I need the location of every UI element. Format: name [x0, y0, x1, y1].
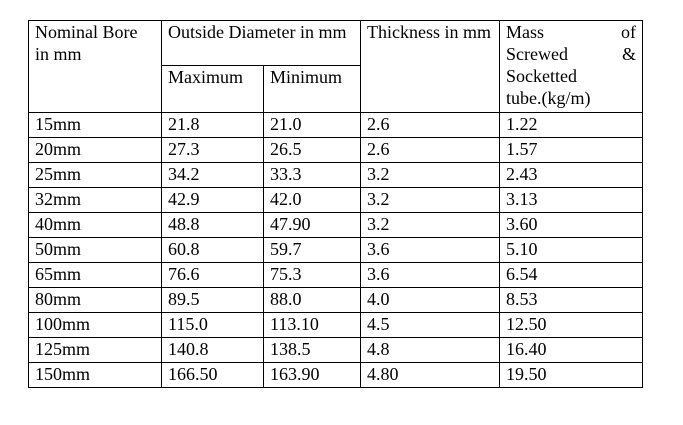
header-mass-line-4: tube.(kg/m) [506, 88, 591, 108]
cell-thickness: 4.80 [361, 363, 500, 388]
cell-max: 21.8 [162, 113, 264, 138]
cell-min: 26.5 [264, 138, 361, 163]
cell-bore: 20mm [29, 138, 162, 163]
cell-mass: 8.53 [500, 288, 643, 313]
header-minimum: Minimum [264, 66, 361, 113]
cell-max: 34.2 [162, 163, 264, 188]
table-row [29, 188, 643, 213]
cell-min: 75.3 [264, 263, 361, 288]
cell-thickness: 3.2 [361, 188, 500, 213]
header-mass-line-3: Socketted [506, 66, 577, 86]
cell-mass: 2.43 [500, 163, 643, 188]
cell-thickness: 4.5 [361, 313, 500, 338]
cell-max: 27.3 [162, 138, 264, 163]
cell-thickness: 4.8 [361, 338, 500, 363]
cell-min: 113.10 [264, 313, 361, 338]
cell-max: 42.9 [162, 188, 264, 213]
cell-mass: 3.13 [500, 188, 643, 213]
cell-bore: 150mm [29, 363, 162, 388]
table-row [29, 363, 643, 388]
cell-min: 59.7 [264, 238, 361, 263]
header-mass [500, 21, 643, 113]
cell-max: 166.50 [162, 363, 264, 388]
cell-max: 48.8 [162, 213, 264, 238]
cell-bore: 40mm [29, 213, 162, 238]
cell-max: 140.8 [162, 338, 264, 363]
cell-thickness: 3.2 [361, 213, 500, 238]
cell-mass: 12.50 [500, 313, 643, 338]
table-row [29, 313, 643, 338]
header-mass-line-2: Screwed & [506, 44, 636, 64]
table-row [29, 138, 643, 163]
cell-thickness: 3.6 [361, 263, 500, 288]
cell-thickness: 2.6 [361, 138, 500, 163]
cell-thickness: 3.2 [361, 163, 500, 188]
pipe-dimensions-table [28, 20, 643, 388]
cell-thickness: 4.0 [361, 288, 500, 313]
header-outside-diameter: Outside Diameter in mm [162, 21, 361, 66]
cell-min: 47.90 [264, 213, 361, 238]
cell-bore: 32mm [29, 188, 162, 213]
cell-mass: 1.57 [500, 138, 643, 163]
cell-max: 89.5 [162, 288, 264, 313]
cell-max: 76.6 [162, 263, 264, 288]
cell-mass: 5.10 [500, 238, 643, 263]
cell-thickness: 2.6 [361, 113, 500, 138]
header-maximum: Maximum [162, 66, 264, 113]
cell-thickness: 3.6 [361, 238, 500, 263]
cell-max: 115.0 [162, 313, 264, 338]
cell-bore: 100mm [29, 313, 162, 338]
table-row [29, 238, 643, 263]
header-thickness: Thickness in mm [361, 21, 500, 113]
cell-max: 60.8 [162, 238, 264, 263]
cell-bore: 15mm [29, 113, 162, 138]
cell-min: 21.0 [264, 113, 361, 138]
header-mass-line-1: Mass of [506, 22, 636, 42]
table-row [29, 338, 643, 363]
cell-mass: 3.60 [500, 213, 643, 238]
table-body [29, 113, 643, 388]
table-row [29, 163, 643, 188]
cell-min: 88.0 [264, 288, 361, 313]
cell-mass: 19.50 [500, 363, 643, 388]
table-header [29, 21, 643, 113]
header-nominal-bore: Nominal Bore in mm [29, 21, 162, 113]
header-row-1 [29, 21, 643, 66]
table-row [29, 288, 643, 313]
cell-bore: 65mm [29, 263, 162, 288]
cell-bore: 125mm [29, 338, 162, 363]
table-row [29, 113, 643, 138]
cell-min: 163.90 [264, 363, 361, 388]
cell-mass: 6.54 [500, 263, 643, 288]
cell-bore: 50mm [29, 238, 162, 263]
cell-min: 138.5 [264, 338, 361, 363]
cell-mass: 16.40 [500, 338, 643, 363]
cell-bore: 25mm [29, 163, 162, 188]
cell-bore: 80mm [29, 288, 162, 313]
table-row [29, 213, 643, 238]
cell-min: 33.3 [264, 163, 361, 188]
table-row [29, 263, 643, 288]
cell-min: 42.0 [264, 188, 361, 213]
cell-mass: 1.22 [500, 113, 643, 138]
